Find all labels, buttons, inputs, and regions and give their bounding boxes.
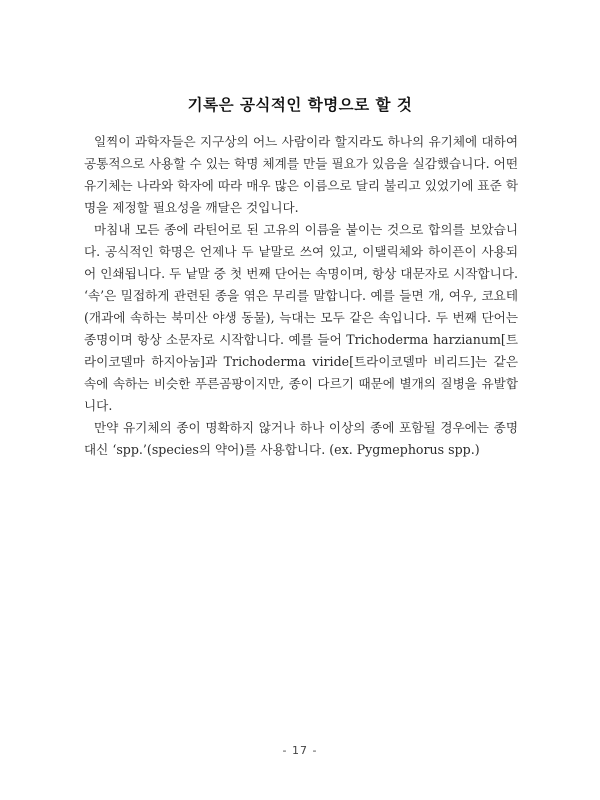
- paragraph-1: 일찍이 과학자들은 지구상의 어느 사람이라 할지라도 하나의 유기체에 대하여 공통적으로 사용할 수 있는 학명 체계를 만들 필요가 있음을 실감했습니다. 어떤 유기체는 나라와 학자에 따라 매우 많은 이름으로 달리 불리고 있었기에 표준 학명을 제정할 필요성을 깨달은 것입니다.: [84, 134, 518, 215]
- paragraph-2: 마침내 모든 종에 라틴어로 된 고유의 이름을 붙이는 것으로 합의를 보았습니다. 공식적인 학명은 언제나 두 낱말로 쓰여 있고, 이탤릭체와 하이픈이 사용되어 인쇄됩니다. 두 낱말 중 첫 번째 단어는 속명이며, 항상 대문자로 시작합니다. ‘속’은 밀접하게 관련된 종을 엮은 무리를 말합니다. 예를 들면 개, 여우, 코요테(개과에 속하는 북미산 야생 동물), 늑대는 모두 같은 속입니다. 두 번째 단어는 종명이며 항상 소문자로 시작합니다. 예를 들어 Trichoderma harzianum[트라이코델마 하지아눔]과 Trichoderma viride[트라이코델마 비리드]는 같은 속에 속하는 비슷한 푸른곰팡이지만, 종이 다르기 때문에 별개의 질병을 유발합니다.: [84, 222, 518, 413]
- paragraph-3: 만약 유기체의 종이 명확하지 않거나 하나 이상의 종에 포함될 경우에는 종명 대신 ‘spp.’(species의 약어)를 사용합니다. (ex. Pygmephorus spp.): [84, 420, 518, 457]
- page-title: 기록은 공식적인 학명으로 할 것: [187, 96, 413, 114]
- page-number: - 17 -: [282, 744, 318, 757]
- body-text: [84, 131, 518, 461]
